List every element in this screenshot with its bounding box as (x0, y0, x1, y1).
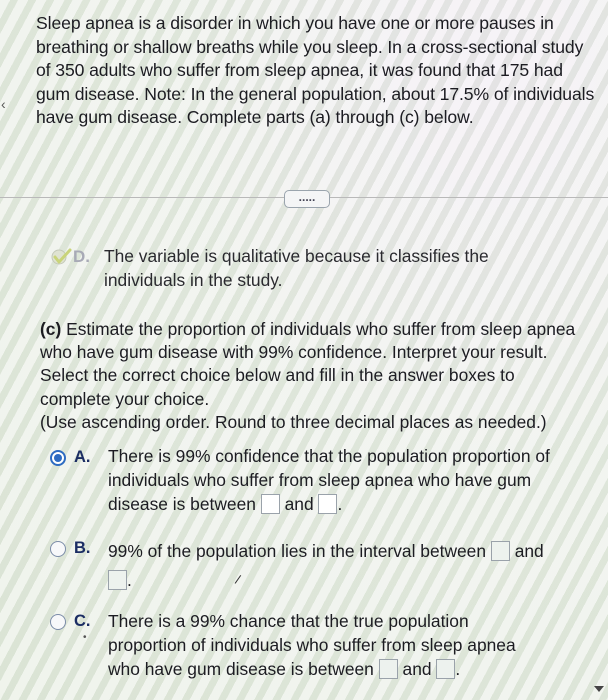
option-c-and: and (402, 659, 432, 679)
option-a-letter: A. (74, 448, 91, 466)
option-b-letter: B. (74, 539, 91, 557)
option-b-radio[interactable] (50, 541, 66, 557)
option-b-upper-bound-input[interactable] (108, 570, 127, 590)
answer-d-text: The variable is qualitative because it classifies the individuals in the study. (104, 246, 489, 290)
part-c-prompt: Estimate the proportion of individuals who suffer from sleep apnea who have gum disease with 99% confidence. Interpret your result. Select the correct choice below and fill in the answer boxes to complete your choice. (40, 319, 576, 409)
option-a-statement: There is 99% confidence that the population proportion of individuals who suffer from sleep apnea who have gum disease is between (108, 446, 550, 514)
option-a-radio[interactable] (50, 450, 66, 466)
option-b-period: . (127, 570, 132, 590)
stray-mark: • (83, 632, 87, 643)
option-a-lower-bound-input[interactable] (261, 494, 280, 514)
problem-statement: Sleep apnea is a disorder in which you have one or more pauses in breathing or shallow breaths while you sleep. In a cross-sectional study of 350 adults who suffer from sleep apnea, it was found that 175 had gum disease. Note: In the general population, about 17.5% of individuals have gum disease. Complete parts (a) through (c) below. (36, 13, 595, 128)
part-c-instructions: (Use ascending order. Round to three decimal places as needed.) (40, 411, 547, 432)
part-c-label: (c) (40, 319, 62, 339)
option-a-period: . (337, 494, 343, 514)
expand-more-button[interactable]: ..... (284, 190, 330, 208)
option-a-and: and (284, 494, 314, 514)
option-c-period: . (455, 659, 461, 679)
option-c-letter: C. (74, 612, 91, 630)
check-icon (50, 248, 72, 266)
side-caret: ‹ (1, 96, 6, 112)
pen-mark: / (233, 571, 243, 588)
option-c-statement: There is a 99% chance that the true population proportion of individuals who suffer from sleep apnea who have gum disease is between (108, 611, 516, 679)
answer-d-row (40, 245, 570, 293)
option-c-text (108, 609, 528, 681)
part-c-question (40, 318, 588, 434)
option-c-lower-bound-input[interactable] (379, 659, 398, 679)
option-a-text (108, 444, 590, 516)
answer-d-letter: D. (73, 247, 90, 266)
option-b-statement: 99% of the population lies in the interval between (108, 541, 487, 561)
option-c-radio[interactable] (50, 614, 66, 630)
option-b-text (108, 537, 588, 595)
option-b-and: and (514, 541, 544, 561)
triangle-down-icon[interactable] (594, 686, 604, 692)
option-a-upper-bound-input[interactable] (318, 494, 337, 514)
option-b-lower-bound-input[interactable] (491, 541, 510, 561)
option-c-upper-bound-input[interactable] (436, 659, 455, 679)
